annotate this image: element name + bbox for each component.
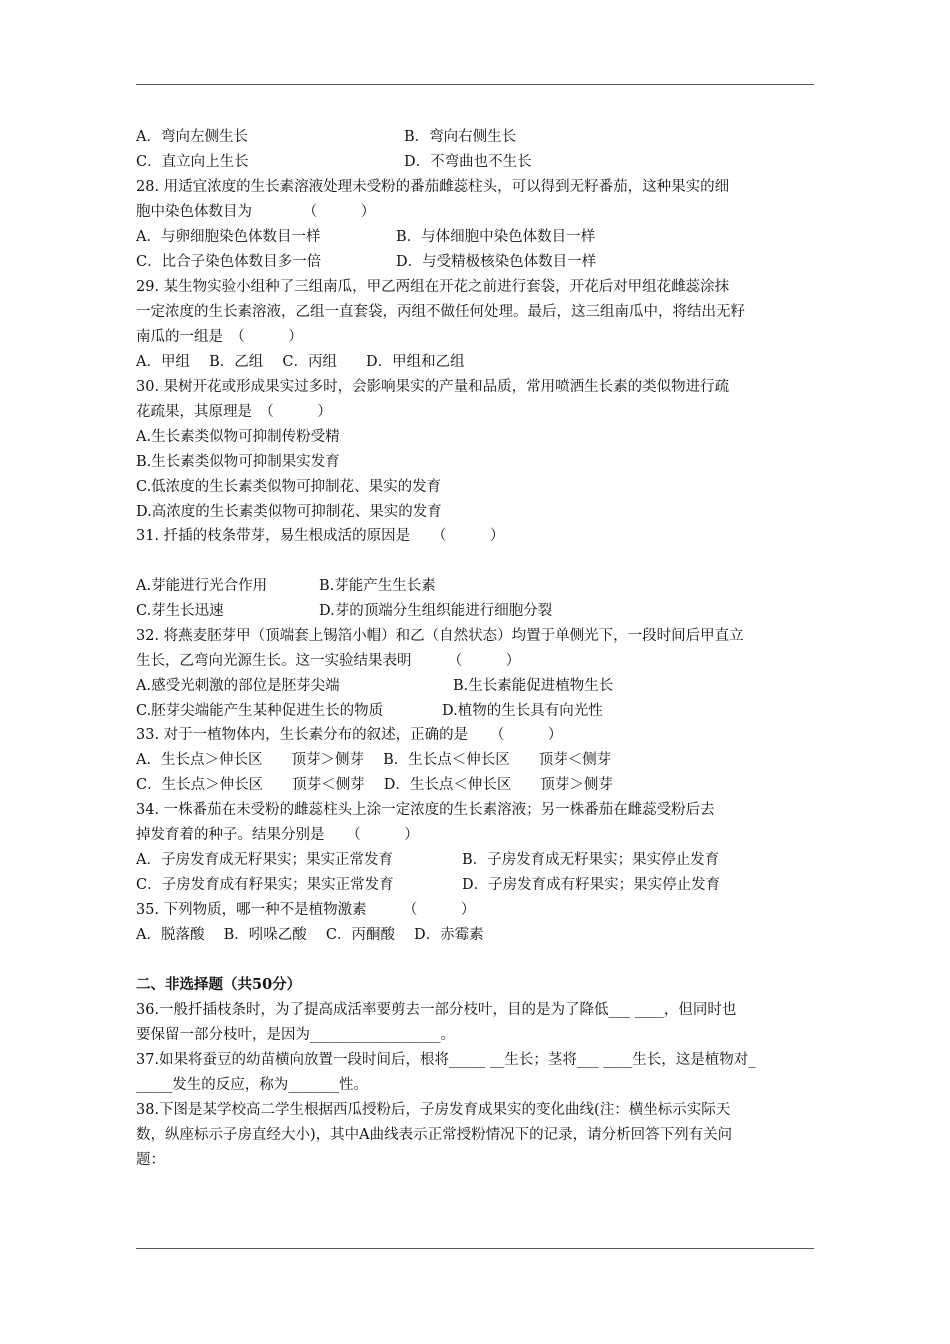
text-line: 南瓜的一组是 （ ） <box>136 329 303 345</box>
option-text: B．与体细胞中染色体数目一样 <box>396 229 596 245</box>
text-line: C．直立向上生长 <box>136 154 249 170</box>
text-line: A.芽能进行光合作用 <box>136 578 268 594</box>
text-line: C.低浓度的生长素类似物可抑制花、果实的发育 <box>136 479 442 495</box>
text-line: A.生长素类似物可抑制传粉受精 <box>136 429 340 445</box>
text-line: A.感受光刺激的部位是胚芽尖端 <box>136 678 340 694</box>
option-text: B．子房发育成无籽果实；果实停止发育 <box>462 852 720 868</box>
option-text: B．弯向右侧生长 <box>404 129 517 145</box>
text-line: C.胚芽尖端能产生某种促进生长的物质 <box>136 703 384 719</box>
text-line: 掉发育着的种子。结果分别是 （ ） <box>136 827 419 843</box>
text-line: A．弯向左侧生长 <box>136 129 248 145</box>
text-line: 要保留一部分枝叶，是因为__________________。 <box>136 1027 455 1043</box>
text-line: 30. 果树开花或形成果实过多时，会影响果实的产量和品质，常用喷洒生长素的类似物进行疏 <box>136 379 730 395</box>
text-line: 38.下图是某学校高二学生根据西瓜授粉后，子房发育成果实的变化曲线(注：横坐标示实际天 <box>136 1102 731 1118</box>
text-line: 生长，乙弯向光源生长。这一实验结果表明 （ ） <box>136 653 521 669</box>
text-line: C．子房发育成有籽果实；果实正常发育 <box>136 877 394 893</box>
text-line: D.高浓度的生长素类似物可抑制花、果实的发育 <box>136 504 442 520</box>
option-text: B.芽能产生生长素 <box>319 578 436 594</box>
header-rule <box>136 84 814 85</box>
text-line: A．甲组 B．乙组 C．丙组 D．甲组和乙组 <box>136 354 465 370</box>
text-line: 花疏果，其原理是 （ ） <box>136 404 332 420</box>
text-line: A．子房发育成无籽果实；果实正常发育 <box>136 852 393 868</box>
text-line: 31. 扦插的枝条带芽，易生根成活的原因是 （ ） <box>136 528 505 544</box>
text-line: 34. 一株番茄在未受粉的雌蕊柱头上涂一定浓度的生长素溶液；另一株番茄在雌蕊受粉后去 <box>136 802 715 818</box>
text-line: A．脱落酸 B．吲哚乙酸 C．丙酮酸 D．赤霉素 <box>136 927 484 943</box>
footer-rule <box>136 1248 814 1249</box>
text-line: C．比合子染色体数目多一倍 <box>136 254 322 270</box>
text-line: A．与卵细胞染色体数目一样 <box>136 229 321 245</box>
text-line: 35. 下列物质，哪一种不是植物激素 （ ） <box>136 902 476 918</box>
text-line: 37.如果将蚕豆的幼苗横向放置一段时间后，根将_____ __生长；茎将___ ____生长，这是植物对_ <box>136 1052 756 1068</box>
text-line: 二、非选择题（共50分） <box>136 976 302 993</box>
text-line: 题： <box>136 1152 165 1168</box>
option-text: D．与受精极核染色体数目一样 <box>396 254 597 270</box>
text-line: _____发生的反应，称为_______性。 <box>136 1077 368 1093</box>
text-line: A．生长点＞伸长区 顶芽＞侧芽 B．生长点＜伸长区 顶芽＜侧芽 <box>136 752 612 768</box>
option-text: D.植物的生长具有向光性 <box>442 703 603 719</box>
text-line: 胞中染色体数目为 （ ） <box>136 204 376 220</box>
text-line: 一定浓度的生长素溶液，乙组一直套袋，丙组不做任何处理。最后，这三组南瓜中，将结出无籽 <box>136 304 745 320</box>
text-line: C．生长点＞伸长区 顶芽＜侧芽 D．生长点＜伸长区 顶芽＞侧芽 <box>136 777 613 793</box>
text-line: 33. 对于一植物体内，生长素分布的叙述，正确的是 （ ） <box>136 727 563 743</box>
text-line: 29. 某生物实验小组种了三组南瓜，甲乙两组在开花之前进行套袋，开花后对甲组花雌蕊涂抹 <box>136 279 730 295</box>
text-line: 28. 用适宜浓度的生长素溶液处理未受粉的番茄雌蕊柱头，可以得到无籽番茄，这种果实的细 <box>136 179 730 195</box>
text-line: C.芽生长迅速 <box>136 603 224 619</box>
option-text: D.芽的顶端分生组织能进行细胞分裂 <box>319 603 553 619</box>
option-text: D．不弯曲也不生长 <box>404 154 532 170</box>
text-line: 36.一般扦插枝条时，为了提高成活率要剪去一部分枝叶，目的是为了降低___ ____，但同时也 <box>136 1002 737 1018</box>
text-line: 数，纵座标示子房直经大小)，其中A曲线表示正常授粉情况下的记录，请分析回答下列有关问 <box>136 1127 733 1143</box>
option-text: D．子房发育成有籽果实；果实停止发育 <box>462 877 721 893</box>
option-text: B.生长素能促进植物生长 <box>453 678 614 694</box>
text-line: 32. 将燕麦胚芽甲（顶端套上锡箔小帽）和乙（自然状态）均置于单侧光下，一段时间后甲直立 <box>136 628 744 644</box>
text-line: B.生长素类似物可抑制果实发育 <box>136 454 340 470</box>
